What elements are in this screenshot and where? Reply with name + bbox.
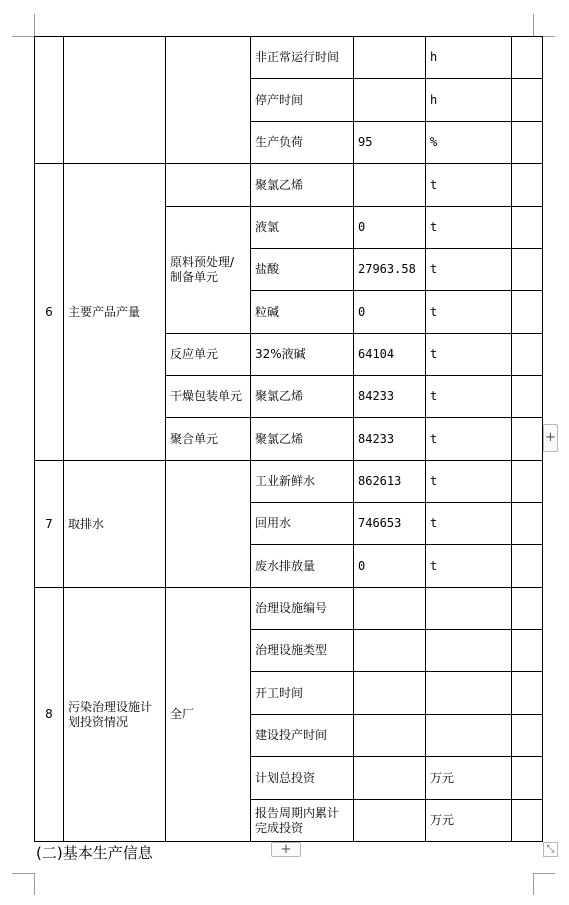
- cell-value[interactable]: [354, 588, 426, 630]
- cell-empty[interactable]: [512, 503, 543, 545]
- cell-unit[interactable]: [426, 715, 512, 757]
- resize-icon[interactable]: ⤡: [543, 842, 558, 857]
- cell-empty[interactable]: [512, 207, 543, 249]
- production-table: [34, 36, 543, 842]
- cell-empty[interactable]: [512, 79, 543, 122]
- crop-mark: [533, 873, 555, 874]
- cell-empty[interactable]: [512, 418, 543, 461]
- cell-value[interactable]: [354, 800, 426, 842]
- cell-item[interactable]: 治理设施编号: [251, 588, 354, 630]
- cell-value[interactable]: 862613: [354, 461, 426, 503]
- cell-item[interactable]: 停产时间: [251, 79, 354, 122]
- cell-empty[interactable]: [512, 757, 543, 800]
- cell-empty[interactable]: [512, 334, 543, 376]
- row-number[interactable]: 8: [35, 588, 64, 842]
- table-row: [35, 37, 543, 79]
- cell-empty[interactable]: [166, 37, 251, 164]
- cell-unit[interactable]: 万元: [426, 800, 512, 842]
- cell-item[interactable]: 非正常运行时间: [251, 37, 354, 79]
- cell-subunit[interactable]: [166, 164, 251, 207]
- cell-unit[interactable]: t: [426, 545, 512, 588]
- cell-item[interactable]: 开工时间: [251, 672, 354, 715]
- table-row: [35, 461, 543, 503]
- cell-unit[interactable]: t: [426, 461, 512, 503]
- cell-item[interactable]: 建设投产时间: [251, 715, 354, 757]
- crop-mark: [34, 873, 35, 895]
- cell-value[interactable]: [354, 79, 426, 122]
- cell-item[interactable]: 粒碱: [251, 291, 354, 334]
- cell-unit[interactable]: 万元: [426, 757, 512, 800]
- cell-empty[interactable]: [512, 461, 543, 503]
- cell-value[interactable]: 0: [354, 207, 426, 249]
- cell-unit[interactable]: t: [426, 249, 512, 291]
- cell-value[interactable]: [354, 164, 426, 207]
- cell-value[interactable]: 0: [354, 291, 426, 334]
- cell-value[interactable]: 95: [354, 122, 426, 164]
- cell-value[interactable]: [354, 757, 426, 800]
- crop-mark: [533, 14, 534, 36]
- cell-unit[interactable]: t: [426, 503, 512, 545]
- cell-item[interactable]: 计划总投资: [251, 757, 354, 800]
- cell-empty[interactable]: [64, 37, 166, 164]
- cell-item[interactable]: 回用水: [251, 503, 354, 545]
- cell-empty[interactable]: [512, 715, 543, 757]
- cell-item[interactable]: 生产负荷: [251, 122, 354, 164]
- cell-unit[interactable]: t: [426, 164, 512, 207]
- cell-value[interactable]: [354, 715, 426, 757]
- cell-item[interactable]: 废水排放量: [251, 545, 354, 588]
- cell-value[interactable]: 0: [354, 545, 426, 588]
- cell-unit[interactable]: [426, 672, 512, 715]
- cell-value[interactable]: 84233: [354, 376, 426, 418]
- cell-value[interactable]: [354, 630, 426, 672]
- cell-unit[interactable]: t: [426, 376, 512, 418]
- cell-item[interactable]: 聚氯乙烯: [251, 164, 354, 207]
- cell-value[interactable]: 84233: [354, 418, 426, 461]
- cell-subunit[interactable]: 原料预处理/制备单元: [166, 207, 251, 334]
- cell-item[interactable]: 盐酸: [251, 249, 354, 291]
- cell-unit[interactable]: h: [426, 37, 512, 79]
- cell-empty[interactable]: [512, 376, 543, 418]
- cell-empty[interactable]: [512, 37, 543, 79]
- cell-item[interactable]: 聚氯乙烯: [251, 418, 354, 461]
- cell-empty[interactable]: [512, 672, 543, 715]
- cell-value[interactable]: 746653: [354, 503, 426, 545]
- cell-unit[interactable]: t: [426, 207, 512, 249]
- crop-mark: [12, 873, 34, 874]
- add-row-button[interactable]: +: [271, 842, 301, 857]
- add-column-button[interactable]: +: [543, 424, 558, 452]
- cell-item[interactable]: 工业新鲜水: [251, 461, 354, 503]
- cell-item[interactable]: 治理设施类型: [251, 630, 354, 672]
- crop-mark: [12, 36, 34, 37]
- row-name[interactable]: 污染治理设施计划投资情况: [64, 588, 166, 842]
- cell-item[interactable]: 聚氯乙烯: [251, 376, 354, 418]
- cell-empty[interactable]: [166, 461, 251, 588]
- crop-mark: [533, 873, 534, 895]
- cell-subunit[interactable]: 全厂: [166, 588, 251, 842]
- cell-subunit[interactable]: 干燥包装单元: [166, 376, 251, 418]
- cell-unit[interactable]: [426, 630, 512, 672]
- cell-empty[interactable]: [512, 122, 543, 164]
- cell-empty[interactable]: [512, 249, 543, 291]
- cell-empty[interactable]: [512, 545, 543, 588]
- table-row: [35, 164, 543, 207]
- cell-value[interactable]: [354, 37, 426, 79]
- cell-value[interactable]: 27963.58: [354, 249, 426, 291]
- cell-unit[interactable]: [426, 588, 512, 630]
- cell-empty[interactable]: [512, 800, 543, 842]
- cell-item[interactable]: 32%液碱: [251, 334, 354, 376]
- row-name[interactable]: 主要产品产量: [64, 164, 166, 461]
- cell-unit[interactable]: t: [426, 291, 512, 334]
- cell-subunit[interactable]: 聚合单元: [166, 418, 251, 461]
- cell-empty[interactable]: [35, 37, 64, 164]
- cell-subunit[interactable]: 反应单元: [166, 334, 251, 376]
- table-row: [35, 588, 543, 630]
- cell-value[interactable]: [354, 672, 426, 715]
- cell-unit[interactable]: %: [426, 122, 512, 164]
- section-heading: (二)基本生产信息: [36, 844, 153, 862]
- cell-empty[interactable]: [512, 291, 543, 334]
- cell-empty[interactable]: [512, 630, 543, 672]
- cell-unit[interactable]: t: [426, 418, 512, 461]
- cell-unit[interactable]: h: [426, 79, 512, 122]
- cell-empty[interactable]: [512, 588, 543, 630]
- crop-mark: [34, 14, 35, 36]
- row-number[interactable]: 7: [35, 461, 64, 588]
- cell-value[interactable]: 64104: [354, 334, 426, 376]
- cell-empty[interactable]: [512, 164, 543, 207]
- row-name[interactable]: 取排水: [64, 461, 166, 588]
- row-number[interactable]: 6: [35, 164, 64, 461]
- cell-item[interactable]: 报告周期内累计完成投资: [251, 800, 354, 842]
- cell-item[interactable]: 液氯: [251, 207, 354, 249]
- cell-unit[interactable]: t: [426, 334, 512, 376]
